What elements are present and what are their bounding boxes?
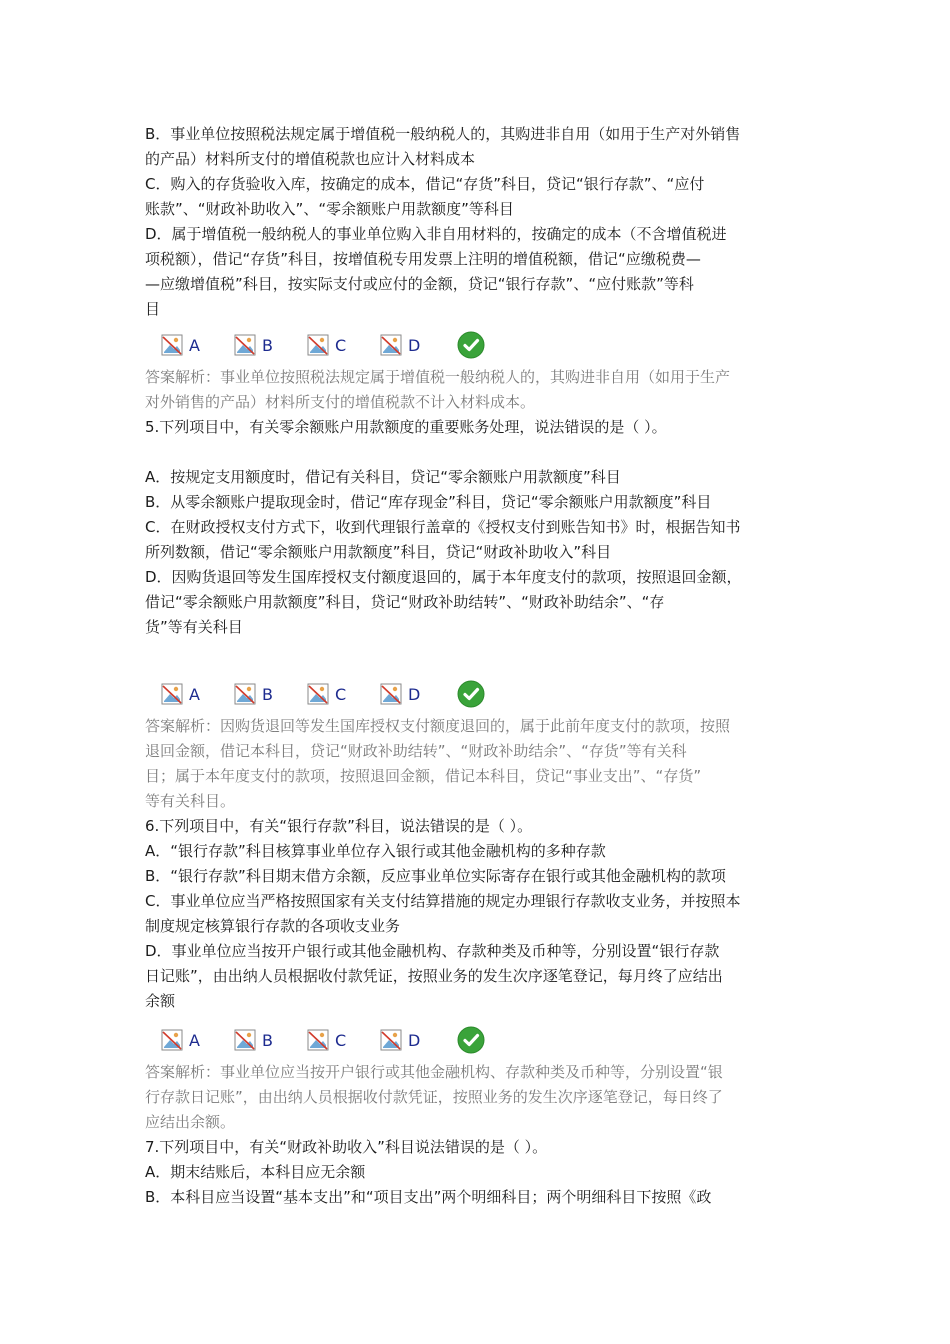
text-line: C．在财政授权支付方式下，收到代理银行盖章的《授权支付到账告知书》时，根据告知书 bbox=[145, 518, 741, 536]
answer-label-a: A bbox=[189, 684, 200, 704]
broken-image-icon bbox=[380, 683, 402, 705]
text-line: 目；属于本年度支付的款项，按照退回金额，借记本科目，贷记“事业支出”、“存货” bbox=[145, 767, 702, 785]
text-line: C．购入的存货验收入库，按确定的成本，借记“存货”科目，贷记“银行存款”、“应付 bbox=[145, 175, 705, 193]
text-line: 货”等有关科目 bbox=[145, 618, 243, 636]
broken-image-icon bbox=[307, 334, 329, 356]
broken-image-icon bbox=[307, 1029, 329, 1051]
text-line: C．事业单位应当严格按照国家有关支付结算措施的规定办理银行存款收支业务，并按照本 bbox=[145, 892, 741, 910]
text-line: 制度规定核算银行存款的各项收支业务 bbox=[145, 917, 401, 935]
q7-option-b bbox=[145, 1185, 825, 1210]
broken-image-icon bbox=[380, 334, 402, 356]
text-line: B．事业单位按照税法规定属于增值税一般纳税人的，其购进非自用（如用于生产对外销售 bbox=[145, 125, 741, 143]
q4-option-c bbox=[145, 172, 825, 222]
text-line: A．期末结账后，本科目应无余额 bbox=[145, 1163, 366, 1181]
answer-option-a[interactable] bbox=[161, 1029, 234, 1051]
broken-image-icon bbox=[161, 683, 183, 705]
q6-option-a bbox=[145, 839, 825, 864]
answer-option-b[interactable] bbox=[234, 683, 307, 705]
text-line: D．事业单位应当按开户银行或其他金融机构、存款种类及币种等，分别设置“银行存款 bbox=[145, 942, 720, 960]
text-line: 借记“零余额账户用款额度”科目，贷记“财政补助结转”、“财政补助结余”、“存 bbox=[145, 593, 665, 611]
text-line: 的产品）材料所支付的增值税款也应计入材料成本 bbox=[145, 150, 476, 168]
text-line: B．从零余额账户提取现金时，借记“库存现金”科目，贷记“零余额账户用款额度”科目 bbox=[145, 493, 712, 511]
q5-question: 5.下列项目中，有关零余额账户用款额度的重要账务处理，说法错误的是（ ）。 bbox=[145, 418, 667, 436]
q6-option-b bbox=[145, 864, 825, 889]
q4-option-d bbox=[145, 222, 825, 322]
broken-image-icon bbox=[234, 334, 256, 356]
answer-option-c[interactable] bbox=[307, 334, 380, 356]
text-line: 所列数额，借记“零余额账户用款额度”科目，贷记“财政补助收入”科目 bbox=[145, 543, 612, 561]
answer-label-b: B bbox=[262, 335, 273, 355]
q6-option-d bbox=[145, 939, 825, 1014]
q6-option-c bbox=[145, 889, 825, 939]
answer-label-c: C bbox=[335, 335, 347, 355]
answer-option-d[interactable] bbox=[380, 683, 453, 705]
text-line: 余额 bbox=[145, 992, 176, 1010]
answer-option-d[interactable] bbox=[380, 1029, 453, 1051]
document-page bbox=[145, 122, 825, 1210]
text-line: B．“银行存款”科目期末借方余额，反应事业单位实际寄存在银行或其他金融机构的款项 bbox=[145, 867, 726, 885]
q6-question: 6.下列项目中，有关“银行存款”科目，说法错误的是（ ）。 bbox=[145, 817, 533, 835]
text-line: 对外销售的产品）材料所支付的增值税款不计入材料成本。 bbox=[145, 393, 536, 411]
text-line: A．“银行存款”科目核算事业单位存入银行或其他金融机构的多种存款 bbox=[145, 842, 606, 860]
broken-image-icon bbox=[234, 683, 256, 705]
text-line: 日记账”，由出纳人员根据收付款凭证，按照业务的发生次序逐笔登记，每月终了应结出 bbox=[145, 967, 723, 985]
answer-label-c: C bbox=[335, 1030, 347, 1050]
answer-row bbox=[161, 327, 825, 363]
text-line: B．本科目应当设置“基本支出”和“项目支出”两个明细科目；两个明细科目下按照《政 bbox=[145, 1188, 712, 1206]
check-icon bbox=[457, 331, 485, 359]
answer-option-b[interactable] bbox=[234, 334, 307, 356]
text-line: 答案解析：因购货退回等发生国库授权支付额度退回的，属于此前年度支付的款项，按照 bbox=[145, 717, 731, 735]
text-line: 应结出余额。 bbox=[145, 1113, 236, 1131]
answer-label-a: A bbox=[189, 1030, 200, 1050]
q5-option-b bbox=[145, 490, 825, 515]
broken-image-icon bbox=[380, 1029, 402, 1051]
text-line: A．按规定支用额度时，借记有关科目，贷记“零余额账户用款额度”科目 bbox=[145, 468, 621, 486]
text-line: 行存款日记账”，由出纳人员根据收付款凭证，按照业务的发生次序逐笔登记，每日终了 bbox=[145, 1088, 723, 1106]
q7-option-a bbox=[145, 1160, 825, 1185]
q5-option-c bbox=[145, 515, 825, 565]
answer-option-c[interactable] bbox=[307, 1029, 380, 1051]
text-line: 等有关科目。 bbox=[145, 792, 236, 810]
answer-option-b[interactable] bbox=[234, 1029, 307, 1051]
q4-option-b bbox=[145, 122, 825, 172]
answer-option-d[interactable] bbox=[380, 334, 453, 356]
broken-image-icon bbox=[307, 683, 329, 705]
answer-row bbox=[161, 676, 825, 712]
text-line: —应缴增值税”科目，按实际支付或应付的金额，贷记“银行存款”、“应付账款”等科 bbox=[145, 275, 694, 293]
answer-label-b: B bbox=[262, 684, 273, 704]
answer-label-d: D bbox=[408, 1030, 421, 1050]
answer-label-d: D bbox=[408, 335, 421, 355]
q7-question: 7.下列项目中，有关“财政补助收入”科目说法错误的是（ ）。 bbox=[145, 1138, 548, 1156]
check-icon bbox=[457, 1026, 485, 1054]
answer-option-c[interactable] bbox=[307, 683, 380, 705]
answer-option-a[interactable] bbox=[161, 334, 234, 356]
broken-image-icon bbox=[161, 334, 183, 356]
check-icon bbox=[457, 680, 485, 708]
answer-label-b: B bbox=[262, 1030, 273, 1050]
answer-row bbox=[161, 1022, 825, 1058]
q5-option-d bbox=[145, 565, 825, 640]
text-line: D．属于增值税一般纳税人的事业单位购入非自用材料的，按确定的成本（不含增值税进 bbox=[145, 225, 727, 243]
text-line: 退回金额，借记本科目，贷记“财政补助结转”、“财政补助结余”、“存货”等有关科 bbox=[145, 742, 687, 760]
answer-label-c: C bbox=[335, 684, 347, 704]
text-line: 答案解析：事业单位按照税法规定属于增值税一般纳税人的，其购进非自用（如用于生产 bbox=[145, 368, 731, 386]
q5-option-a bbox=[145, 465, 825, 490]
broken-image-icon bbox=[161, 1029, 183, 1051]
text-line: 答案解析：事业单位应当按开户银行或其他金融机构、存款种类及币种等，分别设置“银 bbox=[145, 1063, 723, 1081]
text-line: 账款”、“财政补助收入”、“零余额账户用款额度”等科目 bbox=[145, 200, 514, 218]
text-line: 项税额），借记“存货”科目，按增值税专用发票上注明的增值税额，借记“应缴税费— bbox=[145, 250, 701, 268]
broken-image-icon bbox=[234, 1029, 256, 1051]
q4-explanation bbox=[145, 365, 825, 415]
q5-explanation bbox=[145, 714, 825, 814]
q6-explanation bbox=[145, 1060, 825, 1135]
answer-label-d: D bbox=[408, 684, 421, 704]
text-line: 目 bbox=[145, 300, 161, 318]
answer-option-a[interactable] bbox=[161, 683, 234, 705]
text-line: D．因购货退回等发生国库授权支付额度退回的，属于本年度支付的款项，按照退回金额， bbox=[145, 568, 742, 586]
answer-label-a: A bbox=[189, 335, 200, 355]
